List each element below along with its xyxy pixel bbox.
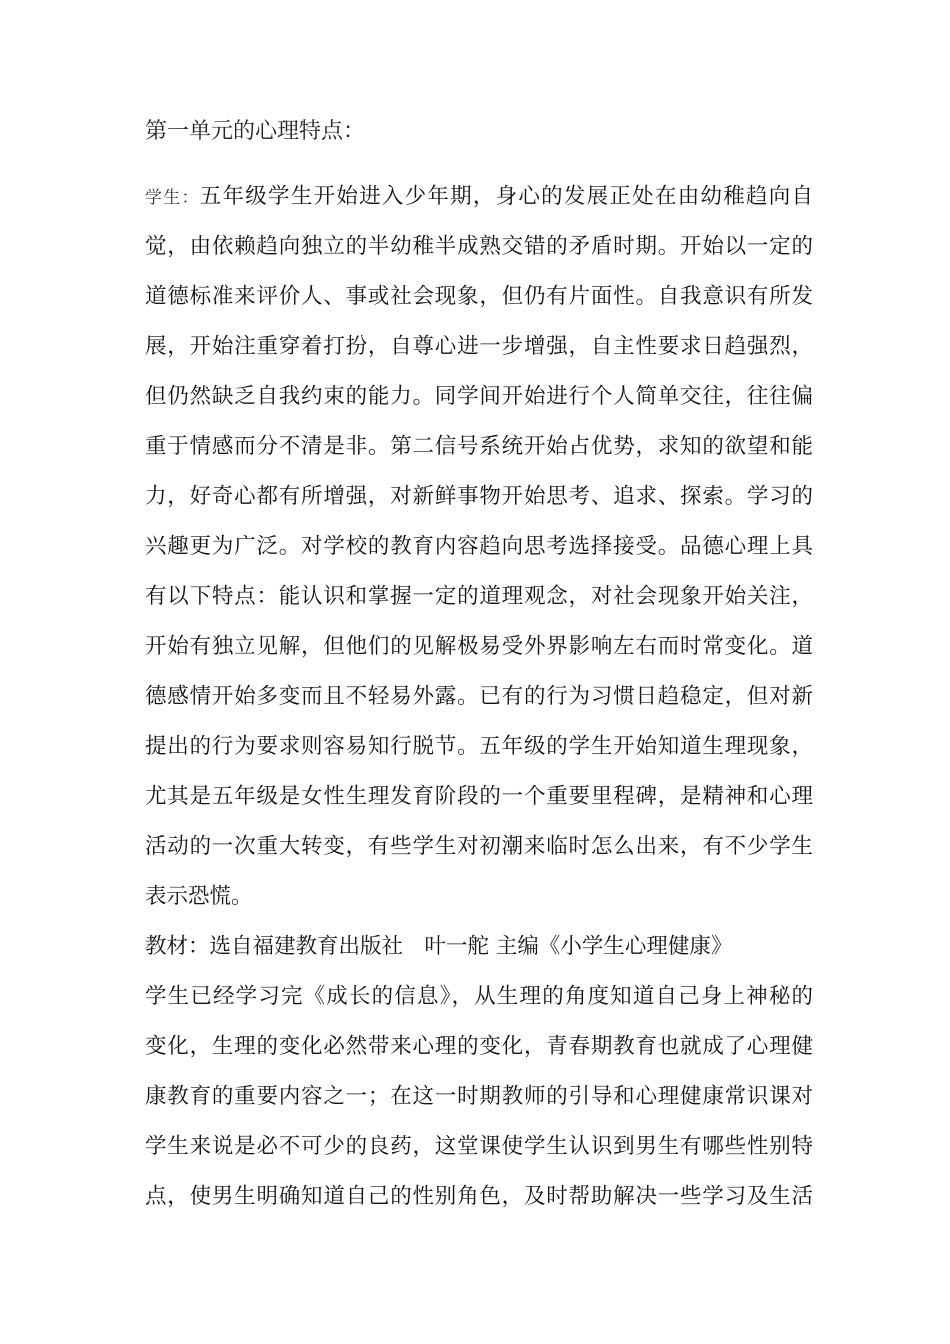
paragraph-line: 康教育的重要内容之一；在这一时期教师的引导和心理健康常识课对 <box>145 1084 813 1109</box>
paragraph-line: 学生已经学习完《成长的信息》，从生理的角度知道自己身上神秘的 <box>145 984 813 1009</box>
document-body <box>145 172 813 1222</box>
paragraph-line: 兴趣更为广泛。对学校的教育内容趋向思考选择接受。品德心理上具 <box>145 534 813 559</box>
paragraph-line: 活动的一次重大转变，有些学生对初潮来临时怎么出来，有不少学生 <box>145 834 813 859</box>
paragraph-line: 力，好奇心都有所增强，对新鲜事物开始思考、追求、探索。学习的 <box>145 484 813 509</box>
paragraph-line: 开始有独立见解，但他们的见解极易受外界影响左右而时常变化。道 <box>145 634 813 659</box>
paragraph-line: 觉，由依赖趋向独立的半幼稚半成熟交错的矛盾时期。开始以一定的 <box>145 234 813 259</box>
paragraph-line: 提出的行为要求则容易知行脱节。五年级的学生开始知道生理现象， <box>145 734 813 759</box>
paragraph-line: 表示恐慌。 <box>145 884 253 909</box>
paragraph-line: 变化，生理的变化必然带来心理的变化，青春期教育也就成了心理健 <box>145 1034 813 1059</box>
paragraph-line: 道德标准来评价人、事或社会现象，但仍有片面性。自我意识有所发 <box>145 284 813 309</box>
paragraph-line: 点，使男生明确知道自己的性别角色，及时帮助解决一些学习及生活 <box>145 1184 813 1209</box>
paragraph-line: 但仍然缺乏自我约束的能力。同学间开始进行个人简单交往，往往偏 <box>145 384 813 409</box>
paragraph-line: 学生来说是必不可少的良药，这堂课使学生认识到男生有哪些性别特 <box>145 1134 813 1159</box>
student-label: 学生： <box>145 188 200 208</box>
paragraph-line: 学生：五年级学生开始进入少年期，身心的发展正处在由幼稚趋向自 <box>145 184 813 209</box>
paragraph-line: 尤其是五年级是女性生理发育阶段的一个重要里程碑，是精神和心理 <box>145 784 813 809</box>
paragraph-line: 德感情开始多变而且不轻易外露。已有的行为习惯日趋稳定，但对新 <box>145 684 813 709</box>
paragraph-line: 展，开始注重穿着打扮，自尊心进一步增强，自主性要求日趋强烈， <box>145 334 813 359</box>
paragraph-line: 有以下特点：能认识和掌握一定的道理观念，对社会现象开始关注， <box>145 584 813 609</box>
section-heading: 第一单元的心理特点： <box>145 119 366 144</box>
textbook-source-line: 教材：选自福建教育出版社 叶一舵 主编《小学生心理健康》 <box>145 934 733 959</box>
paragraph-line: 重于情感而分不清是非。第二信号系统开始占优势，求知的欲望和能 <box>145 434 813 459</box>
